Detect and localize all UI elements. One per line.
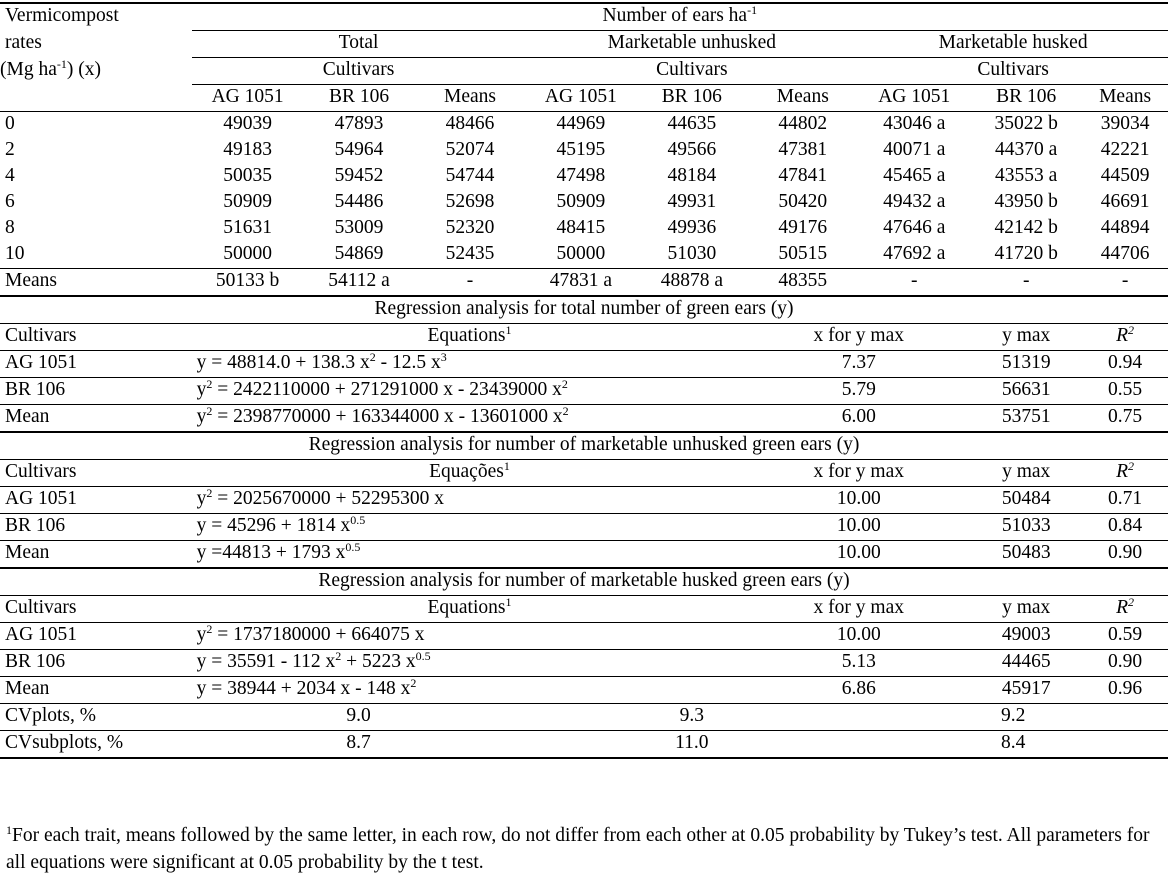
value-cell: 45465 a [883,165,946,186]
value-cell: 52435 [445,243,495,264]
equation-text: = 2422110000 + 271291000 x - 23439000 x [212,379,562,400]
regression-head-ymax: y max [970,596,1082,623]
value-cell: 47893 [334,113,384,134]
regression-head-r2 [1082,596,1168,623]
value-cell: 35022 b [994,113,1058,134]
regression-r2: 0.75 [1108,406,1143,427]
equations-sup: 1 [505,323,512,337]
regression-row [0,351,1168,378]
regression-title-row [0,568,1168,596]
header-cultivars-total: Cultivars [192,58,526,85]
subcol-header: Means [1082,85,1168,112]
value-cell: 47692 a [883,243,946,264]
value-cell: 47646 a [883,217,946,238]
value-cell: 50909 [223,191,272,212]
regression-title: Regression analysis for number of marketable unhusked green ears (y) [0,432,1168,460]
equation-text: = 2398770000 + 163344000 x - 13601000 x [212,406,563,427]
regression-title-row [0,296,1168,324]
regression-equation [192,623,748,650]
value-cell: 52074 [445,139,495,160]
regression-head-row [0,324,1168,351]
cv-value: 9.3 [525,704,858,731]
header-row-2 [0,31,1168,58]
regression-cultivar: AG 1051 [0,623,192,650]
subcol-header: AG 1051 [192,85,304,112]
rate-cell: 10 [5,243,25,264]
regression-head-cultivars: Cultivars [0,460,192,487]
value-cell: 53009 [334,217,384,238]
equation-text: y [196,624,207,645]
value-cell: 44802 [778,113,828,134]
means-cell: - [858,269,970,297]
cv-value: 8.4 [858,731,1168,759]
regression-ymax: 49003 [970,623,1082,650]
regression-head-xmax: x for y max [747,596,970,623]
regression-row [0,677,1168,704]
regression-cultivar: BR 106 [0,514,192,541]
data-rows [0,112,1168,269]
value-cell: 49936 [667,217,717,238]
header-group-unhusked: Marketable unhusked [525,31,858,58]
value-cell: 50515 [778,243,828,264]
value-cell: 51631 [223,217,272,238]
regression-xmax: 10.00 [747,623,970,650]
equation-exponent: 2 [206,377,213,391]
regression-r2: 0.84 [1082,514,1168,541]
regression-head-ymax: y max [970,324,1082,351]
equation-text: y [196,406,207,427]
value-cell: 50909 [556,191,606,212]
r2-label: R [1116,325,1129,346]
value-cell: 51030 [667,243,717,264]
cv-value: 9.0 [192,704,526,731]
means-cell: - [970,269,1082,297]
value-cell: 45195 [556,139,606,160]
equation-exponent: 2 [206,486,213,500]
means-cell: 50133 b [192,269,304,297]
means-cell: 47831 a [525,269,636,297]
regression-xmax: 7.37 [747,351,970,378]
value-cell: 46691 [1100,191,1150,212]
regression-head-row [0,596,1168,623]
regression-title: Regression analysis for number of marketable husked green ears (y) [0,568,1168,596]
subcol-header: BR 106 [636,85,747,112]
cv-value: 11.0 [525,731,858,759]
value-cell: 59452 [334,165,384,186]
cv-value: 8.7 [192,731,526,759]
regression-equation [192,405,748,433]
regression-equation [192,378,748,405]
rate-cell: 2 [5,139,15,160]
r2-sup: 2 [1128,459,1135,473]
value-cell: 44509 [1100,165,1150,186]
regression-row [0,487,1168,514]
regression-equation [192,487,748,514]
value-cell: 48184 [667,165,717,186]
means-row [0,269,1168,297]
footnote-marker: 1 [6,823,12,837]
regression-cultivar: AG 1051 [0,351,192,378]
regression-title: Regression analysis for total number of green ears (y) [374,298,794,319]
equation-exponent: 2 [206,404,213,418]
means-cell: - [1082,269,1168,297]
regression-ymax: 50484 [970,487,1082,514]
regression-ymax: 45917 [1001,678,1051,699]
equation-text: y [196,488,207,509]
data-row [0,138,1168,164]
regression-equation [192,514,748,541]
value-cell: 44969 [556,113,606,134]
subcol-header: Means [415,85,526,112]
equation-text: y = 35591 - 112 x [196,651,336,672]
r2-label: R [1116,597,1129,618]
value-cell: 44706 [1100,243,1150,264]
regression-row [0,378,1168,405]
equation-text: - 12.5 x [375,352,441,373]
header-group-husked: Marketable husked [858,31,1168,58]
regression-xmax: 5.13 [747,650,970,677]
means-cell: 48878 a [636,269,747,297]
header-group-total: Total [192,31,526,58]
value-cell: 48415 [556,217,606,238]
value-cell: 43553 a [995,165,1058,186]
equation-text: + 5223 x [341,651,416,672]
regression-equation [192,650,748,677]
value-cell: 44370 a [995,139,1058,160]
cv-label: CVsubplots, % [0,731,192,759]
regression-cultivar: BR 106 [0,650,192,677]
equation-exponent: 0.5 [415,649,431,663]
regression-xmax: 6.86 [841,678,876,699]
header-row-3 [0,58,1168,85]
equation-text: = 1737180000 + 664075 x [212,624,425,645]
results-table-container [0,2,1168,759]
regression-xmax: 5.79 [747,378,970,405]
value-cell: 54486 [334,191,384,212]
regression-r2: 0.55 [1082,378,1168,405]
regression-cultivar: AG 1051 [0,487,192,514]
regression-r2: 0.59 [1082,623,1168,650]
equation-exponent: 0.5 [345,540,361,554]
value-cell: 44635 [667,113,717,134]
regression-row [0,541,1168,569]
regression-equation [192,541,748,569]
means-cell: 54112 a [304,269,415,297]
regression-r2: 0.94 [1082,351,1168,378]
equation-exponent: 2 [206,622,213,636]
regression-r2: 0.71 [1082,487,1168,514]
equation-exponent: 2 [410,676,417,690]
equation-text: y [196,379,207,400]
regression-row [0,405,1168,433]
means-label: Means [0,269,192,297]
subcol-header: AG 1051 [858,85,970,112]
header-rate-line3: (Mg $ha^{-1}$) (x) [0,56,101,80]
value-cell: 49183 [223,139,272,160]
header-main-title: Number of ears $ha^{-1}$ [192,3,1168,31]
equation-text: = 2025670000 + 52295300 x [212,488,444,509]
header-rate-line2: rates [5,31,42,53]
value-cell: 42221 [1100,139,1150,160]
regression-head-row [0,460,1168,487]
results-table [0,2,1168,759]
regression-head-equations [192,460,748,487]
footnote-text: For each trait, means followed by the same letter, in each row, do not differ from each other at 0.05 probability by Tukey’s test. All parameters for all equations were significant at 0.05 probability by the t test. [6,825,1150,873]
equation-exponent: 2 [369,350,376,364]
footnote [6,822,1166,876]
equation-exponent: 2 [335,649,342,663]
data-row [0,242,1168,269]
regression-cultivar: Mean [5,678,50,699]
regression-ymax: 51319 [970,351,1082,378]
equations-sup: 1 [503,459,510,473]
equation-exponent: 2 [561,377,568,391]
regression-ymax: 56631 [970,378,1082,405]
regression-head-ymax: y max [970,460,1082,487]
header-row-1 [0,3,1168,31]
rate-cell: 6 [5,191,15,212]
equation-text: y = 48814.0 + 138.3 x [196,352,370,373]
regression-ymax: 44465 [970,650,1082,677]
equations-label: Equations [427,325,506,346]
equations-label: Equations [427,597,506,618]
value-cell: 42142 b [994,217,1058,238]
regression-head-cultivars: Cultivars [0,324,192,351]
r2-label: R [1116,461,1129,482]
regression-head-r2 [1082,460,1168,487]
subcol-header: Means [747,85,858,112]
cv-label: CVplots, % [0,704,192,731]
regression-r2: 0.90 [1082,650,1168,677]
data-row [0,164,1168,190]
means-cell: 48355 [747,269,858,297]
value-cell: 43950 b [994,191,1058,212]
value-cell: 43046 a [883,113,946,134]
value-cell: 52698 [445,191,495,212]
value-cell: 50035 [223,165,272,186]
equation-text: y =44813 + 1793 x [196,542,346,563]
data-row [0,216,1168,242]
equations-sup: 1 [505,595,512,609]
equation-exponent: 0.5 [350,513,366,527]
value-cell: 48466 [445,113,495,134]
value-cell: 54744 [445,165,495,186]
subcol-header: AG 1051 [525,85,636,112]
value-cell: 54964 [334,139,384,160]
r2-sup: 2 [1128,323,1135,337]
rate-cell: 4 [5,165,15,186]
header-rate-line1: Vermicompost [0,3,192,31]
value-cell: 41720 b [994,243,1058,264]
regression-xmax: 6.00 [841,406,876,427]
header-cultivars-unhusked: Cultivars [525,58,858,85]
value-cell: 49176 [778,217,828,238]
r2-sup: 2 [1128,595,1135,609]
data-row [0,190,1168,216]
regression-ymax: 51033 [970,514,1082,541]
header-row-4 [0,85,1168,112]
regression-row [0,623,1168,650]
data-row [0,112,1168,139]
regression-row [0,650,1168,677]
regression-ymax: 50483 [1001,542,1051,563]
equations-label: Equações [429,461,504,482]
regression-cultivar: Mean [5,542,50,563]
cv-row-subplots [0,731,1168,759]
value-cell: 50420 [778,191,828,212]
regression-sections [0,296,1168,704]
value-cell: 47498 [556,165,606,186]
value-cell: 47841 [778,165,828,186]
regression-equation [192,351,748,378]
value-cell: 49931 [667,191,717,212]
regression-title-row [0,432,1168,460]
regression-ymax: 53751 [1001,406,1051,427]
regression-xmax: 10.00 [747,487,970,514]
rate-cell: 8 [5,217,15,238]
header-rate-blank [0,85,192,112]
means-cell: - [415,269,526,297]
value-cell: 49039 [223,113,272,134]
equation-exponent: 3 [440,350,447,364]
equation-text: y = 45296 + 1814 x [196,515,351,536]
value-cell: 52320 [445,217,495,238]
equation-exponent: 2 [562,404,569,418]
regression-head-xmax: x for y max [747,324,970,351]
equation-text: y = 38944 + 2034 x - 148 x [196,678,411,699]
regression-head-r2 [1082,324,1168,351]
value-cell: 54869 [334,243,384,264]
regression-row [0,514,1168,541]
regression-head-equations [192,596,748,623]
regression-head-cultivars: Cultivars [0,596,192,623]
rate-cell: 0 [5,113,15,134]
regression-r2: 0.96 [1108,678,1143,699]
cv-row-plots [0,704,1168,731]
value-cell: 50000 [223,243,272,264]
regression-head-equations [192,324,748,351]
regression-cultivar: Mean [5,406,50,427]
regression-xmax: 10.00 [836,542,881,563]
regression-equation [192,677,748,704]
subcol-header: BR 106 [304,85,415,112]
value-cell: 49432 a [883,191,946,212]
value-cell: 47381 [778,139,828,160]
value-cell: 49566 [667,139,717,160]
value-cell: 44894 [1100,217,1150,238]
regression-cultivar: BR 106 [0,378,192,405]
regression-r2: 0.90 [1108,542,1143,563]
subcol-header: BR 106 [970,85,1082,112]
value-cell: 50000 [556,243,606,264]
regression-head-xmax: x for y max [747,460,970,487]
regression-xmax: 10.00 [747,514,970,541]
value-cell: 40071 a [883,139,946,160]
cv-value: 9.2 [858,704,1168,731]
value-cell: 39034 [1100,113,1150,134]
header-cultivars-husked: Cultivars [858,58,1168,85]
